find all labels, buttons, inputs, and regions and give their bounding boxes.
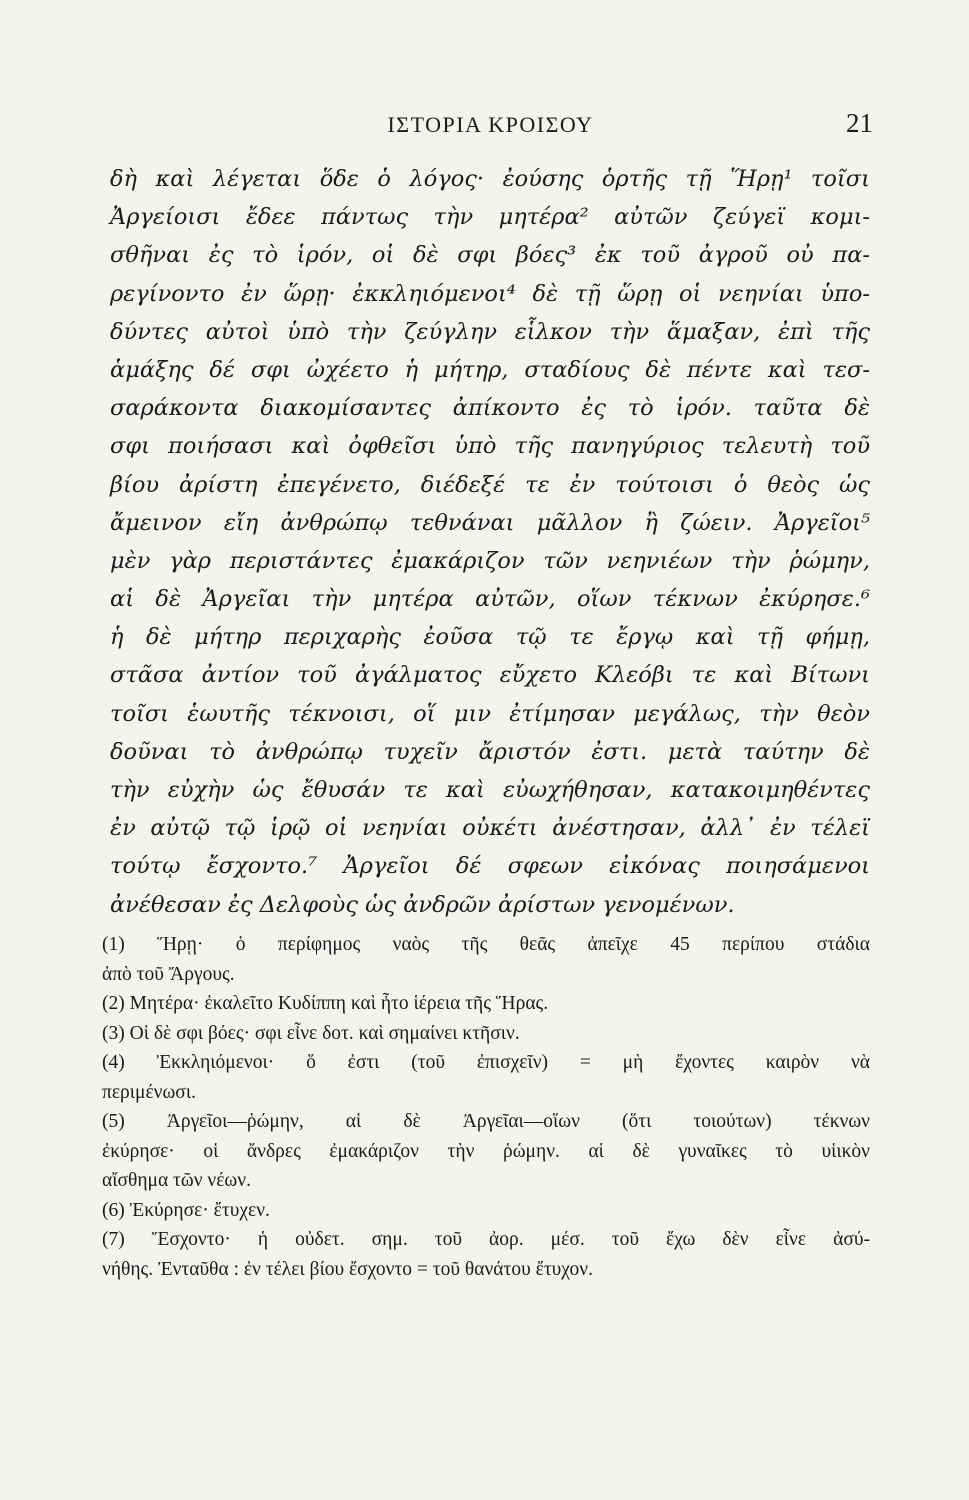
text-line: ἐν αὐτῷ τῷ ἱρῷ οἱ νεηνίαι οὐκέτι ἀνέστησαν, ἀλλ᾽ ἐν τέλεϊ <box>110 815 870 842</box>
footnote-line: (4) Ἐκκληιόμενοι· ὅ ἐστι (τοῦ ἐπισχεῖν) = μὴ ἔχοντες καιρὸν νὰ <box>102 1052 870 1073</box>
footnote-line: (3) Οἱ δὲ σφι βόες· σφι εἶνε δοτ. καὶ σημαίνει κτῆσιν. <box>102 1022 520 1044</box>
footnote-line: νήθης. Ἐνταῦθα : ἐν τέλει βίου ἔσχοντο = τοῦ θανάτου ἔτυχον. <box>102 1258 593 1280</box>
page-number: 21 <box>846 108 873 138</box>
text-line: ἄμεινον εἴη ἀνθρώπῳ τεθνάναι μᾶλλον ἢ ζώειν. Ἀργεῖοι⁵ <box>110 509 870 536</box>
text-line: σθῆναι ἐς τὸ ἱρόν, οἱ δὲ σφι βόες³ ἐκ τοῦ ἀγροῦ οὐ πα- <box>110 242 870 269</box>
text-line: ἁμάξης δέ σφι ὠχέετο ἡ μήτηρ, σταδίους δὲ πέντε καὶ τεσ- <box>110 356 870 383</box>
text-line: ἀνέθεσαν ἐς Δελφοὺς ὡς ἀνδρῶν ἀρίστων γενομένων. <box>110 891 735 918</box>
footnotes <box>102 930 870 1284</box>
running-head: ΙΣΤΟΡΙΑ ΚΡΟΙΣΟΥ <box>387 112 594 137</box>
footnote-line: (2) Μητέρα· ἐκαλεῖτο Κυδίππη καὶ ἦτο ἱέρεια τῆς Ἥρας. <box>102 993 549 1014</box>
text-line: μὲν γὰρ περιστάντες ἐμακάριζον τῶν νεηνιέων τὴν ῥώμην, <box>110 547 870 574</box>
text-line: δοῦναι τὸ ἀνθρώπῳ τυχεῖν ἄριστόν ἐστι. μετὰ ταύτην δὲ <box>110 738 870 765</box>
footnote-line: ἀπὸ τοῦ Ἄργους. <box>102 963 235 985</box>
text-line: σφι ποιήσασι καὶ ὀφθεῖσι ὑπὸ τῆς πανηγύριος τελευτὴ τοῦ <box>110 433 870 460</box>
text-line: τούτῳ ἔσχοντο.⁷ Ἀργεῖοι δέ σφεων εἰκόνας ποιησάμενοι <box>110 853 870 880</box>
footnote-line: (5) Ἀργεῖοι—ῥώμην, αἱ δὲ Ἀργεῖαι—οἵων (ὅτι τοιούτων) τέκνων <box>102 1111 870 1132</box>
main-text <box>110 160 870 924</box>
footnote-line: περιμένωσι. <box>102 1081 196 1103</box>
text-line: στᾶσα ἀντίον τοῦ ἀγάλματος εὔχετο Κλεόβι τε καὶ Βίτωνι <box>110 662 870 689</box>
text-line: ἡ δὲ μήτηρ περιχαρὴς ἐοῦσα τῷ τε ἔργῳ καὶ τῇ φήμῃ, <box>110 624 870 651</box>
text-line: ρεγίνοντο ἐν ὥρῃ· ἐκκληιόμενοι⁴ δὲ τῇ ὥρῃ οἱ νεηνίαι ὑπο- <box>110 280 870 307</box>
text-line: σαράκοντα διακομίσαντες ἀπίκοντο ἐς τὸ ἱρόν. ταῦτα δὲ <box>110 395 870 422</box>
text-line: Ἀργείοισι ἔδεε πάντως τὴν μητέρα² αὐτῶν ζεύγεϊ κομι- <box>110 204 870 231</box>
text-line: δὴ καὶ λέγεται ὅδε ὁ λόγος· ἐούσης ὁρτῆς τῇ Ἥρῃ¹ τοῖσι <box>110 166 870 192</box>
page-header <box>108 108 873 148</box>
text-line: δύντες αὐτοὶ ὑπὸ τὴν ζεύγλην εἷλκον τὴν ἅμαξαν, ἐπὶ τῆς <box>110 318 870 345</box>
footnote-line: (7) Ἔσχοντο· ἡ οὐδετ. σημ. τοῦ ἀορ. μέσ. τοῦ ἔχω δὲν εἶνε ἀσύ- <box>102 1229 870 1250</box>
footnote-line: αἴσθημα τῶν νέων. <box>102 1170 251 1191</box>
footnote-line: (6) Ἐκύρησε· ἔτυχεν. <box>102 1199 270 1221</box>
text-line: τὴν εὐχὴν ὡς ἔθυσάν τε καὶ εὐωχήθησαν, κατακοιμηθέντες <box>110 777 870 803</box>
text-line: τοῖσι ἑωυτῆς τέκνοισι, οἵ μιν ἐτίμησαν μεγάλως, τὴν θεὸν <box>110 700 870 727</box>
footnote-line: ἐκύρησε· οἱ ἄνδρες ἐμακάριζον τὴν ῥώμην. αἱ δὲ γυναῖκες τὸ υἱικὸν <box>102 1140 870 1162</box>
footnote-line: (1) Ἥρῃ· ὁ περίφημος ναὸς τῆς θεᾶς ἀπεῖχε 45 περίπου στάδια <box>102 934 870 955</box>
text-line: αἱ δὲ Ἀργεῖαι τὴν μητέρα αὐτῶν, οἵων τέκνων ἐκύρησε.⁶ <box>110 586 870 613</box>
text-line: βίου ἀρίστη ἐπεγένετο, διέδεξέ τε ἐν τούτοισι ὁ θεὸς ὡς <box>110 471 870 498</box>
